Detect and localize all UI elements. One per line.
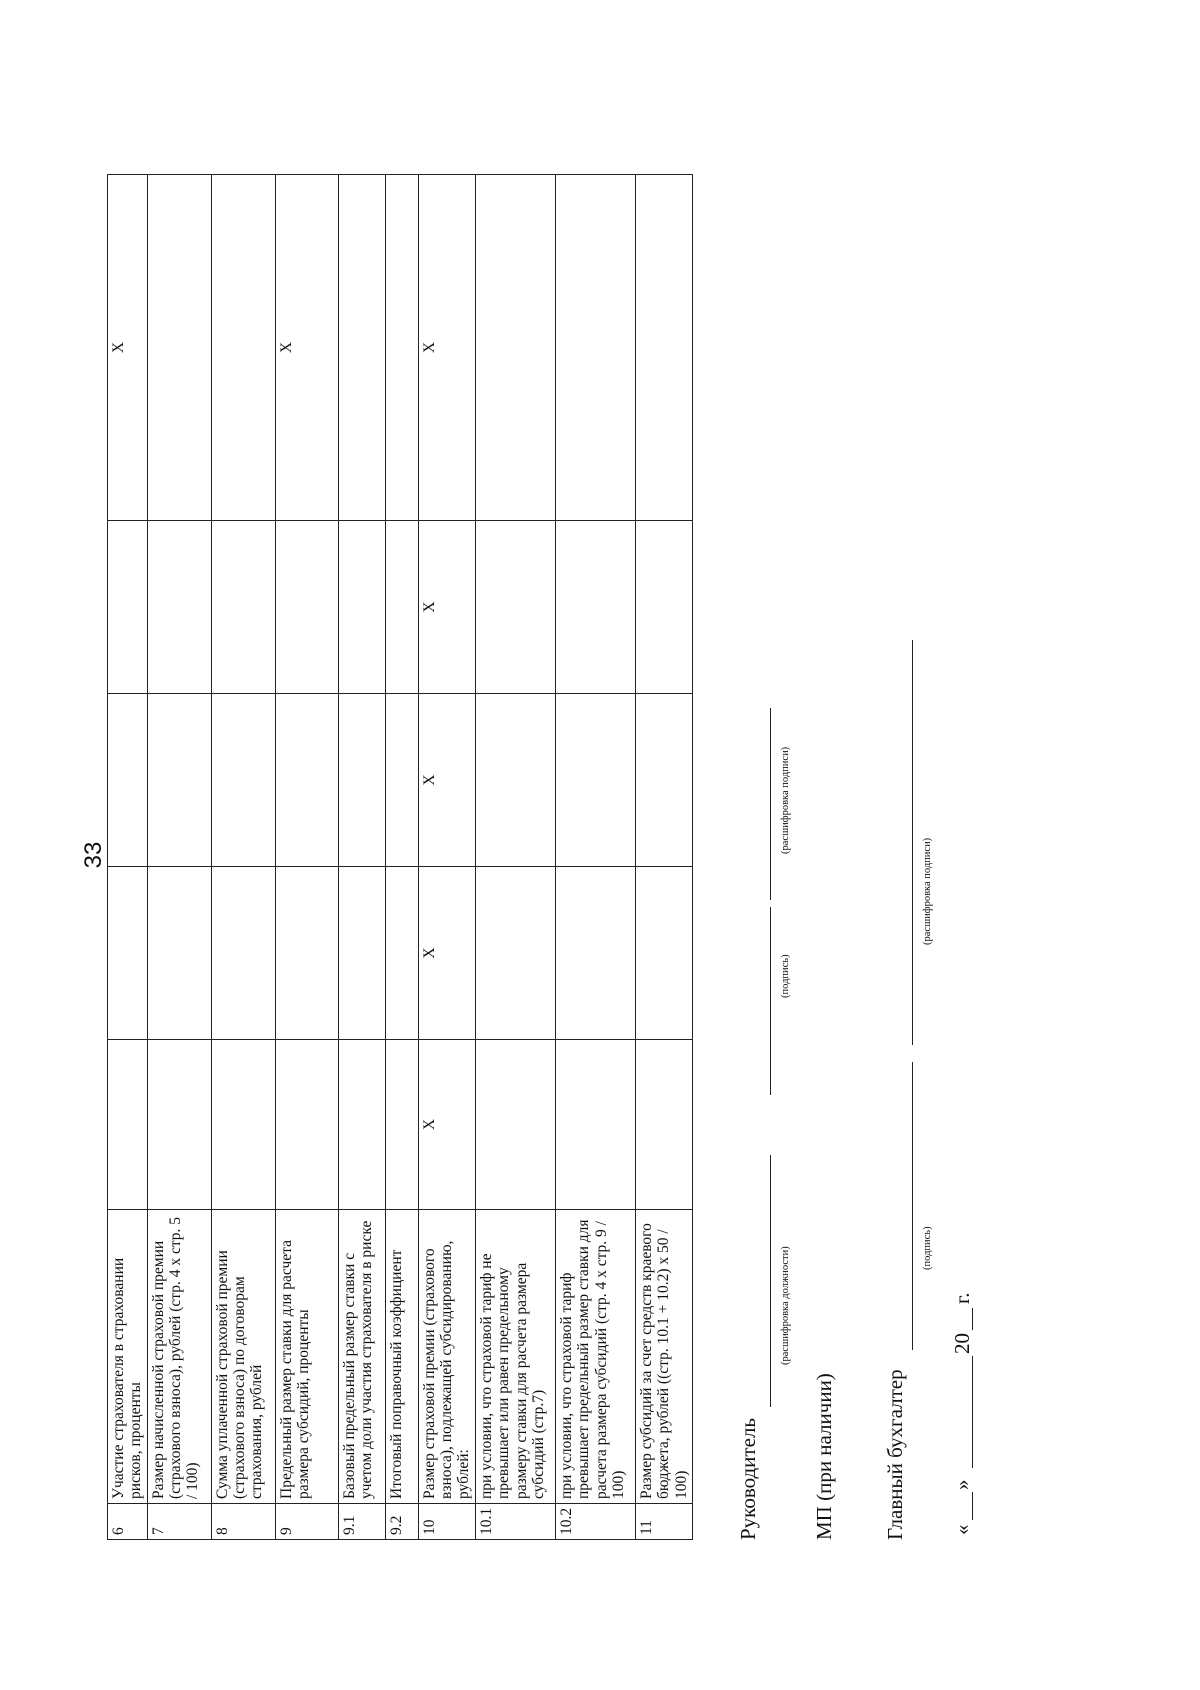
head-label: Руководитель [736, 1418, 760, 1540]
value-cell [475, 694, 555, 867]
row-description: при условии, что страховой тариф превышает предельный размер ставки для расчета размера субсидий (стр. 4 х стр. 9 / 100) [555, 1210, 635, 1504]
value-cell [475, 521, 555, 694]
row-number: 10.1 [475, 1504, 555, 1540]
table-row [338, 175, 385, 1540]
accountant-name-caption: (расшифровка подписи) [922, 837, 933, 945]
value-cell: X [418, 867, 475, 1040]
row-description: Размер начисленной страховой премии (страхового взноса), рублей (стр. 4 х стр. 5 / 100) [147, 1210, 211, 1504]
value-cell: X [108, 175, 148, 521]
row-number: 6 [108, 1504, 148, 1540]
page-number: 33 [80, 841, 107, 869]
value-cell [555, 175, 635, 521]
value-cell [211, 175, 275, 521]
row-number: 9.1 [338, 1504, 385, 1540]
head-position-caption: (расшифровка должности) [780, 1246, 791, 1365]
head-signature-caption: (подпись) [780, 954, 791, 998]
value-cell [338, 867, 385, 1040]
value-cell [635, 175, 692, 521]
row-number: 10.2 [555, 1504, 635, 1540]
value-cell [555, 1040, 635, 1210]
value-cell [108, 1040, 148, 1210]
head-signature-line [770, 907, 771, 1095]
head-name-caption: (расшифровка подписи) [780, 746, 791, 854]
date-day-line [972, 1492, 973, 1520]
value-cell [555, 521, 635, 694]
table-row [275, 175, 338, 1540]
accountant-label: Главный бухгалтер [883, 1369, 907, 1540]
value-cell: X [275, 175, 338, 521]
stamp-label: МП (при наличии) [812, 1373, 836, 1540]
value-cell [147, 694, 211, 867]
date-year-prefix: 20 [950, 1333, 974, 1354]
value-cell [635, 694, 692, 867]
table-row [211, 175, 275, 1540]
date-year-line [972, 1308, 973, 1330]
value-cell [385, 521, 418, 694]
row-description: Размер субсидий за счет средств краевого бюджета, рублей ((стр. 10.1 + 10.2) х 50 / 100) [635, 1210, 692, 1504]
accountant-name-line [912, 640, 913, 1045]
date-month-line [972, 1356, 973, 1468]
value-cell [211, 1040, 275, 1210]
row-description: при условии, что страховой тариф не превышает или равен предельному размеру ставки для расчета размера субсидий (стр.7) [475, 1210, 555, 1504]
value-cell [338, 521, 385, 694]
value-cell [147, 867, 211, 1040]
row-number: 8 [211, 1504, 275, 1540]
date-close-quote: » [950, 1479, 974, 1490]
value-cell [108, 867, 148, 1040]
value-cell: X [418, 1040, 475, 1210]
value-cell [555, 694, 635, 867]
row-description: Участие страхователя в страховании рисков, проценты [108, 1210, 148, 1504]
row-description: Базовый предельный размер ставки с учетом доли участия страхователя в риске [338, 1210, 385, 1504]
row-number: 7 [147, 1504, 211, 1540]
table-row [147, 175, 211, 1540]
value-cell [385, 175, 418, 521]
table-row [635, 175, 692, 1540]
value-cell [635, 521, 692, 694]
value-cell [275, 1040, 338, 1210]
value-cell [275, 521, 338, 694]
value-cell [635, 867, 692, 1040]
value-cell: X [418, 694, 475, 867]
value-cell [475, 1040, 555, 1210]
value-cell [385, 694, 418, 867]
row-number: 10 [418, 1504, 475, 1540]
value-cell [555, 867, 635, 1040]
row-number: 9.2 [385, 1504, 418, 1540]
row-number: 9 [275, 1504, 338, 1540]
subsidy-calculation-table [107, 174, 693, 1540]
row-description: Размер страховой премии (страхового взноса), подлежащей субсидированию, рублей: [418, 1210, 475, 1504]
value-cell [108, 521, 148, 694]
value-cell [338, 175, 385, 521]
value-cell [147, 521, 211, 694]
value-cell [338, 1040, 385, 1210]
row-number: 11 [635, 1504, 692, 1540]
value-cell [147, 1040, 211, 1210]
value-cell [147, 175, 211, 521]
value-cell [211, 694, 275, 867]
value-cell [635, 1040, 692, 1210]
date-year-suffix: г. [950, 1292, 974, 1304]
value-cell [211, 521, 275, 694]
value-cell [475, 867, 555, 1040]
value-cell: X [418, 175, 475, 521]
table-row [555, 175, 635, 1540]
date-open-quote: « [950, 1524, 974, 1535]
value-cell [275, 867, 338, 1040]
value-cell [338, 694, 385, 867]
value-cell [385, 867, 418, 1040]
table-row [108, 175, 148, 1540]
value-cell: X [418, 521, 475, 694]
accountant-signature-caption: (подпись) [922, 1226, 933, 1270]
value-cell [211, 867, 275, 1040]
table-row [418, 175, 475, 1540]
value-cell [475, 175, 555, 521]
table-row [385, 175, 418, 1540]
value-cell [108, 694, 148, 867]
head-position-line [770, 1155, 771, 1407]
row-description: Предельный размер ставки для расчета размера субсидий, проценты [275, 1210, 338, 1504]
row-description: Итоговый поправочный коэффициент [385, 1210, 418, 1504]
row-description: Сумма уплаченной страховой премии (страхового взноса) по договорам страхования, рублей [211, 1210, 275, 1504]
accountant-signature-line [912, 1062, 913, 1350]
value-cell [385, 1040, 418, 1210]
head-name-line [770, 708, 771, 900]
value-cell [275, 694, 338, 867]
table-row [475, 175, 555, 1540]
